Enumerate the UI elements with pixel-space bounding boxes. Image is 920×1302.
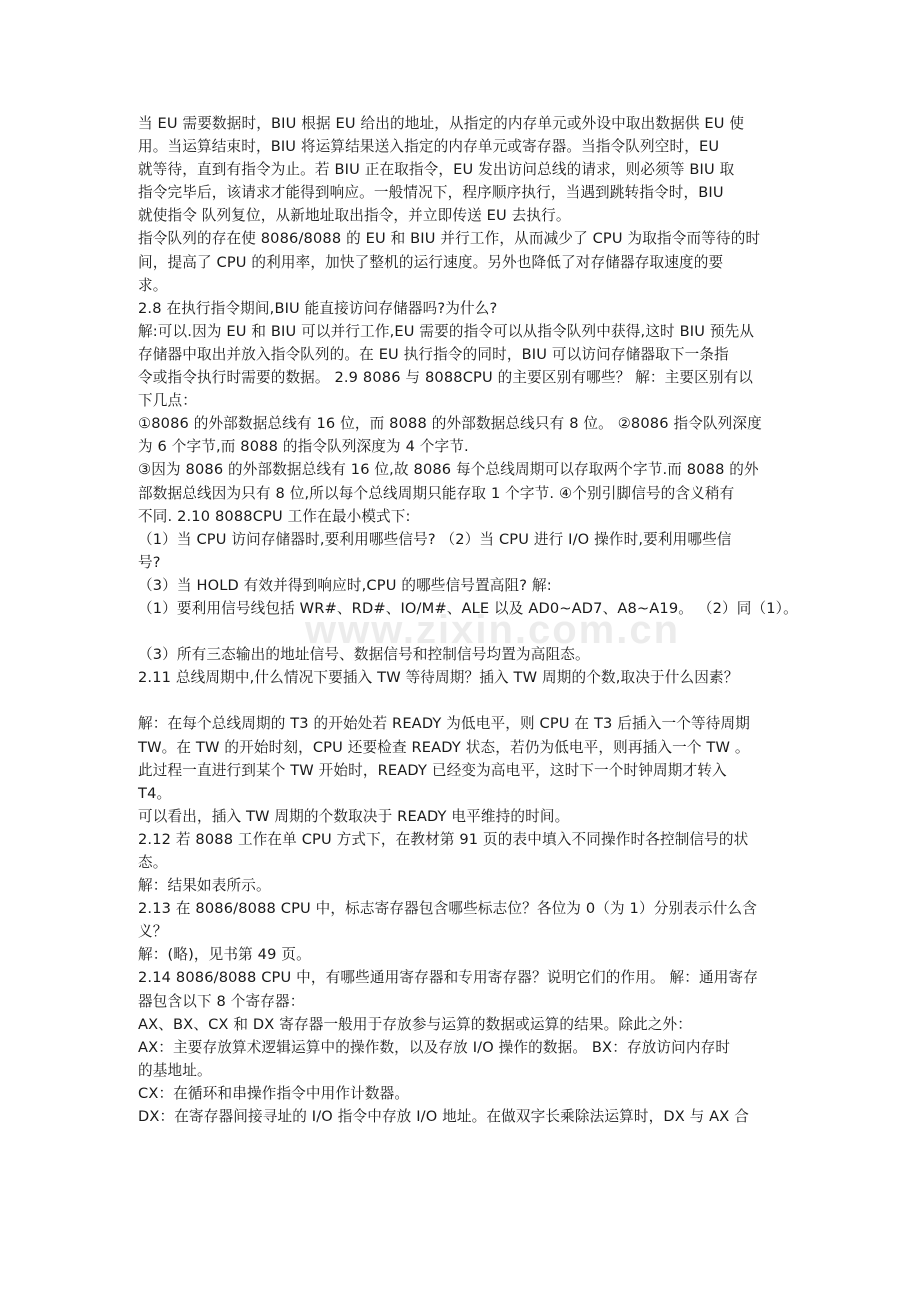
text-line: 用。当运算结束时，BIU 将运算结果送入指定的内存单元或寄存器。当指令队列空时，EU	[138, 138, 720, 156]
text-line: 此过程一直进行到某个 TW 开始时，READY 已经变为高电平，这时下一个时钟周期才转入	[138, 761, 727, 779]
text-line: 义？	[138, 923, 168, 941]
text-line: TW。在 TW 的开始时刻，CPU 还要检查 READY 状态，若仍为低电平，则再插入一个 TW 。	[138, 738, 750, 756]
text-line: 令或指令执行时需要的数据。 2.9 8086 与 8088CPU 的主要区别有哪些？ 解：主要区别有以	[138, 369, 754, 387]
text-line: 存储器中取出并放入指令队列的。在 EU 执行指令的同时，BIU 可以访问存储器取下一条指	[138, 345, 729, 363]
document-body	[138, 112, 798, 1128]
text-line: 2.13 在 8086/8088 CPU 中，标志寄存器包含哪些标志位？各位为 0（为 1）分别表示什么含	[138, 900, 757, 918]
text-line: 指令完毕后，该请求才能得到响应。一般情况下，程序顺序执行，当遇到跳转指令时，BIU	[138, 184, 724, 202]
text-line: 态。	[138, 854, 168, 871]
text-line: 号?	[138, 553, 161, 571]
text-line: T4。	[138, 784, 172, 802]
text-line: 器包含以下 8 个寄存器：	[138, 992, 305, 1010]
text-line: 解:可以.因为 EU 和 BIU 可以并行工作,EU 需要的指令可以从指令队列中获得,这时 BIU 预先从	[138, 322, 755, 340]
text-line: 的基地址。	[138, 1061, 212, 1079]
text-line: ③因为 8086 的外部数据总线有 16 位,故 8086 每个总线周期可以存取两个字节.而 8088 的外	[138, 461, 759, 479]
text-line: 指令队列的存在使 8086/8088 的 EU 和 BIU 并行工作，从而减少了 CPU 为取指令而等待的时	[138, 230, 761, 248]
text-line: 可以看出，插入 TW 周期的个数取决于 READY 电平维持的时间。	[138, 807, 570, 825]
text-line: 解：在每个总线周期的 T3 的开始处若 READY 为低电平，则 CPU 在 T3 后插入一个等待周期	[138, 715, 750, 733]
text-line: 2.14 8086/8088 CPU 中，有哪些通用寄存器和专用寄存器？说明它们的作用。 解：通用寄存	[138, 969, 758, 987]
text-line: 不同. 2.10 8088CPU 工作在最小模式下:	[138, 507, 411, 525]
text-line	[138, 620, 790, 643]
text-line: AX、BX、CX 和 DX 寄存器一般用于存放参与运算的数据或运算的结果。除此之外：	[138, 1015, 693, 1033]
text-line: 解：(略)，见书第 49 页。	[138, 946, 311, 964]
text-line: 部数据总线因为只有 8 位,所以每个总线周期只能存取 1 个字节. ④个别引脚信号的含义稍有	[138, 484, 735, 502]
text-line: 下几点：	[138, 392, 197, 410]
text-line: 就使指令 队列复位，从新地址取出指令，并立即传送 EU 去执行。	[138, 207, 571, 225]
text-line: 求。	[138, 276, 168, 294]
text-line: AX：主要存放算术逻辑运算中的操作数，以及存放 I/O 操作的数据。 BX：存放访问内存时	[138, 1038, 731, 1056]
text-line: 2.11 总线周期中,什么情况下要插入 TW 等待周期？插入 TW 周期的个数,取决于什么因素？	[138, 669, 739, 687]
text-line: 2.8 在执行指令期间,BIU 能直接访问存储器吗?为什么?	[138, 299, 498, 317]
text-line: （1）要利用信号线包括 WR#、RD#、IO/M#、ALE 以及 AD0~AD7、A8~A19。 （2）同（1）。	[138, 599, 798, 617]
text-line: （3）当 HOLD 有效并得到响应时,CPU 的哪些信号置高阻? 解:	[138, 576, 552, 594]
text-line: 2.12 若 8088 工作在单 CPU 方式下，在教材第 91 页的表中填入不同操作时各控制信号的状	[138, 830, 749, 848]
text-line: 就等待，直到有指令为止。若 BIU 正在取指令，EU 发出访问总线的请求，则必须等 BIU 取	[138, 161, 735, 179]
text-line: CX：在循环和串操作指令中用作计数器。	[138, 1084, 410, 1102]
text-line: 为 6 个字节,而 8088 的指令队列深度为 4 个字节.	[138, 438, 469, 456]
text-line	[138, 689, 790, 712]
text-line: ①8086 的外部数据总线有 16 位，而 8088 的外部数据总线只有 8 位。 ②8086 指令队列深度	[138, 415, 762, 433]
text-line: 间，提高了 CPU 的利用率，加快了整机的运行速度。另外也降低了对存储器存取速度的要	[138, 253, 724, 271]
text-line: DX：在寄存器间接寻址的 I/O 指令中存放 I/O 地址。在做双字长乘除法运算时，DX 与 AX 合	[138, 1108, 749, 1126]
text-line: 当 EU 需要数据时，BIU 根据 EU 给出的地址，从指定的内存单元或外设中取出数据供 EU 使	[138, 115, 745, 132]
text-line: 解：结果如表所示。	[138, 877, 271, 895]
text-line: （1）当 CPU 访问存储器时,要利用哪些信号? （2）当 CPU 进行 I/O 操作时,要利用哪些信	[138, 530, 732, 548]
watermark: www.zixin.com.cn	[305, 608, 681, 652]
text-line: （3）所有三态输出的地址信号、数据信号和控制信号均置为高阻态。	[138, 646, 590, 664]
